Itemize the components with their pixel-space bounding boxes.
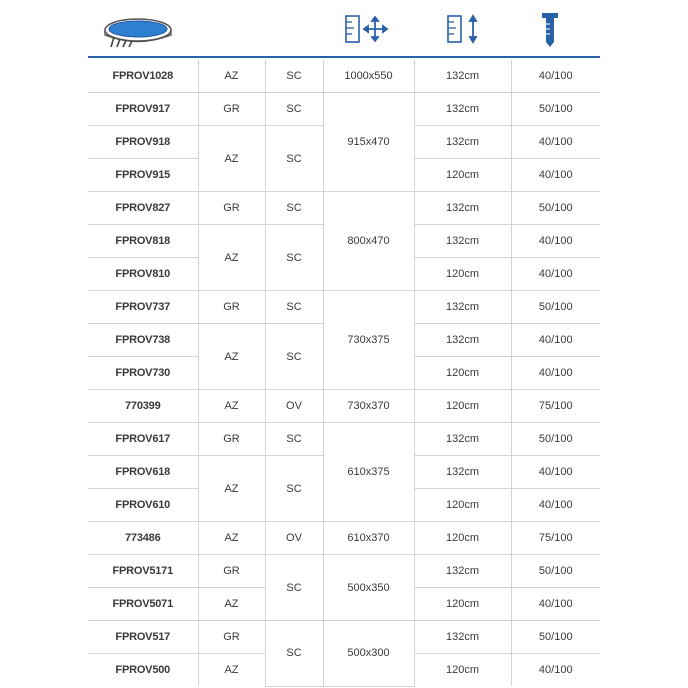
pool-height: 120cm [414, 588, 511, 621]
product-code: FPROV617 [88, 423, 198, 456]
wall-thickness-icon [540, 10, 560, 48]
product-code: FPROV827 [88, 192, 198, 225]
color-code: AZ [198, 324, 265, 390]
pool-height: 120cm [414, 390, 511, 423]
wall-thickness: 40/100 [538, 664, 573, 676]
table-row [88, 522, 600, 555]
color-code: GR [198, 93, 265, 126]
product-code: 773486 [88, 522, 198, 555]
color-code: GR [198, 555, 265, 588]
pool-size: 500x300 [323, 621, 414, 687]
table-row [88, 390, 600, 423]
type-code: SC [265, 192, 323, 225]
pool-height: 120cm [414, 489, 511, 522]
type-code: SC [265, 225, 323, 291]
product-code: FPROV810 [88, 258, 198, 291]
table-row [88, 192, 600, 225]
table-row [88, 291, 600, 324]
wall-thickness: 40/100 [511, 324, 600, 357]
product-code: FPROV918 [88, 126, 198, 159]
color-code: AZ [198, 456, 265, 522]
color-code: AZ [198, 654, 265, 687]
table-row [88, 555, 600, 588]
dimensions-icon [344, 14, 390, 44]
color-code: GR [198, 192, 265, 225]
wall-thickness: 40/100 [511, 258, 600, 291]
type-code: SC [265, 60, 323, 93]
product-code: 770399 [88, 390, 198, 423]
product-code: FPROV738 [88, 324, 198, 357]
wall-thickness: 50/100 [511, 291, 600, 324]
wall-thickness: 40/100 [511, 60, 600, 93]
table-row [88, 423, 600, 456]
wall-thickness: 75/100 [511, 390, 600, 423]
table-row [88, 621, 600, 654]
pool-size: 1000x550 [323, 60, 414, 93]
product-code: FPROV500 [88, 654, 198, 687]
pool-size: 730x375 [323, 291, 414, 390]
pool-size: 800x470 [323, 192, 414, 291]
color-code: AZ [198, 225, 265, 291]
pool-height: 132cm [414, 423, 511, 456]
product-code: FPROV5071 [88, 588, 198, 621]
type-code: OV [265, 390, 323, 423]
product-code: FPROV818 [88, 225, 198, 258]
wall-thickness: 40/100 [511, 159, 600, 192]
type-code: OV [265, 522, 323, 555]
type-code: SC [265, 291, 323, 324]
pool-height: 120cm [414, 654, 511, 687]
pool-height: 120cm [414, 522, 511, 555]
type-code: SC [265, 456, 323, 522]
wall-thickness: 50/100 [511, 93, 600, 126]
color-code: AZ [198, 60, 265, 93]
product-code: FPROV730 [88, 357, 198, 390]
wall-thickness: 50/100 [511, 621, 600, 654]
wall-thickness: 40/100 [511, 126, 600, 159]
color-code: AZ [198, 588, 265, 621]
pool-height: 132cm [414, 324, 511, 357]
product-code: FPROV917 [88, 93, 198, 126]
wall-thickness: 50/100 [511, 192, 600, 225]
type-code: SC [265, 423, 323, 456]
type-code: SC [265, 555, 323, 621]
pool-size: 610x370 [323, 522, 414, 555]
table-row [88, 93, 600, 126]
product-code: FPROV610 [88, 489, 198, 522]
oval-pool-icon [102, 14, 174, 48]
product-code: FPROV915 [88, 159, 198, 192]
color-code: AZ [198, 126, 265, 192]
product-code: FPROV517 [88, 621, 198, 654]
pool-height: 132cm [414, 60, 511, 93]
pool-height: 132cm [414, 93, 511, 126]
wall-thickness: 50/100 [511, 555, 600, 588]
product-code: FPROV5171 [88, 555, 198, 588]
type-code: SC [265, 324, 323, 390]
color-code: AZ [198, 522, 265, 555]
color-code: GR [198, 423, 265, 456]
pool-height: 132cm [414, 456, 511, 489]
wall-thickness: 40/100 [511, 489, 600, 522]
pool-height: 132cm [414, 621, 511, 654]
header-rule [88, 56, 600, 58]
wall-thickness: 40/100 [511, 225, 600, 258]
pool-height: 132cm [414, 555, 511, 588]
pool-height: 132cm [414, 192, 511, 225]
product-code: FPROV1028 [88, 60, 198, 93]
type-code: SC [265, 93, 323, 126]
pool-height: 132cm [414, 291, 511, 324]
type-code: SC [265, 126, 323, 192]
pool-height: 132cm [414, 126, 511, 159]
color-code: AZ [198, 390, 265, 423]
wall-thickness: 75/100 [511, 522, 600, 555]
product-code: FPROV737 [88, 291, 198, 324]
wall-thickness: 40/100 [511, 588, 600, 621]
color-code: GR [198, 291, 265, 324]
pool-size: 730x370 [323, 390, 414, 423]
pool-size: 500x350 [323, 555, 414, 621]
pool-size: 915x470 [323, 93, 414, 192]
product-code: FPROV618 [88, 456, 198, 489]
pool-height: 120cm [414, 357, 511, 390]
wall-thickness: 50/100 [511, 423, 600, 456]
color-code: GR [198, 621, 265, 654]
product-table [88, 60, 600, 687]
pool-height: 120cm [414, 159, 511, 192]
wall-thickness: 40/100 [511, 456, 600, 489]
table-row [88, 60, 600, 93]
table-header [88, 0, 600, 56]
type-code: SC [265, 621, 323, 687]
wall-thickness: 40/100 [511, 357, 600, 390]
pool-height: 120cm [414, 258, 511, 291]
pool-size: 610x375 [323, 423, 414, 522]
height-icon [446, 14, 482, 44]
pool-height: 132cm [414, 225, 511, 258]
